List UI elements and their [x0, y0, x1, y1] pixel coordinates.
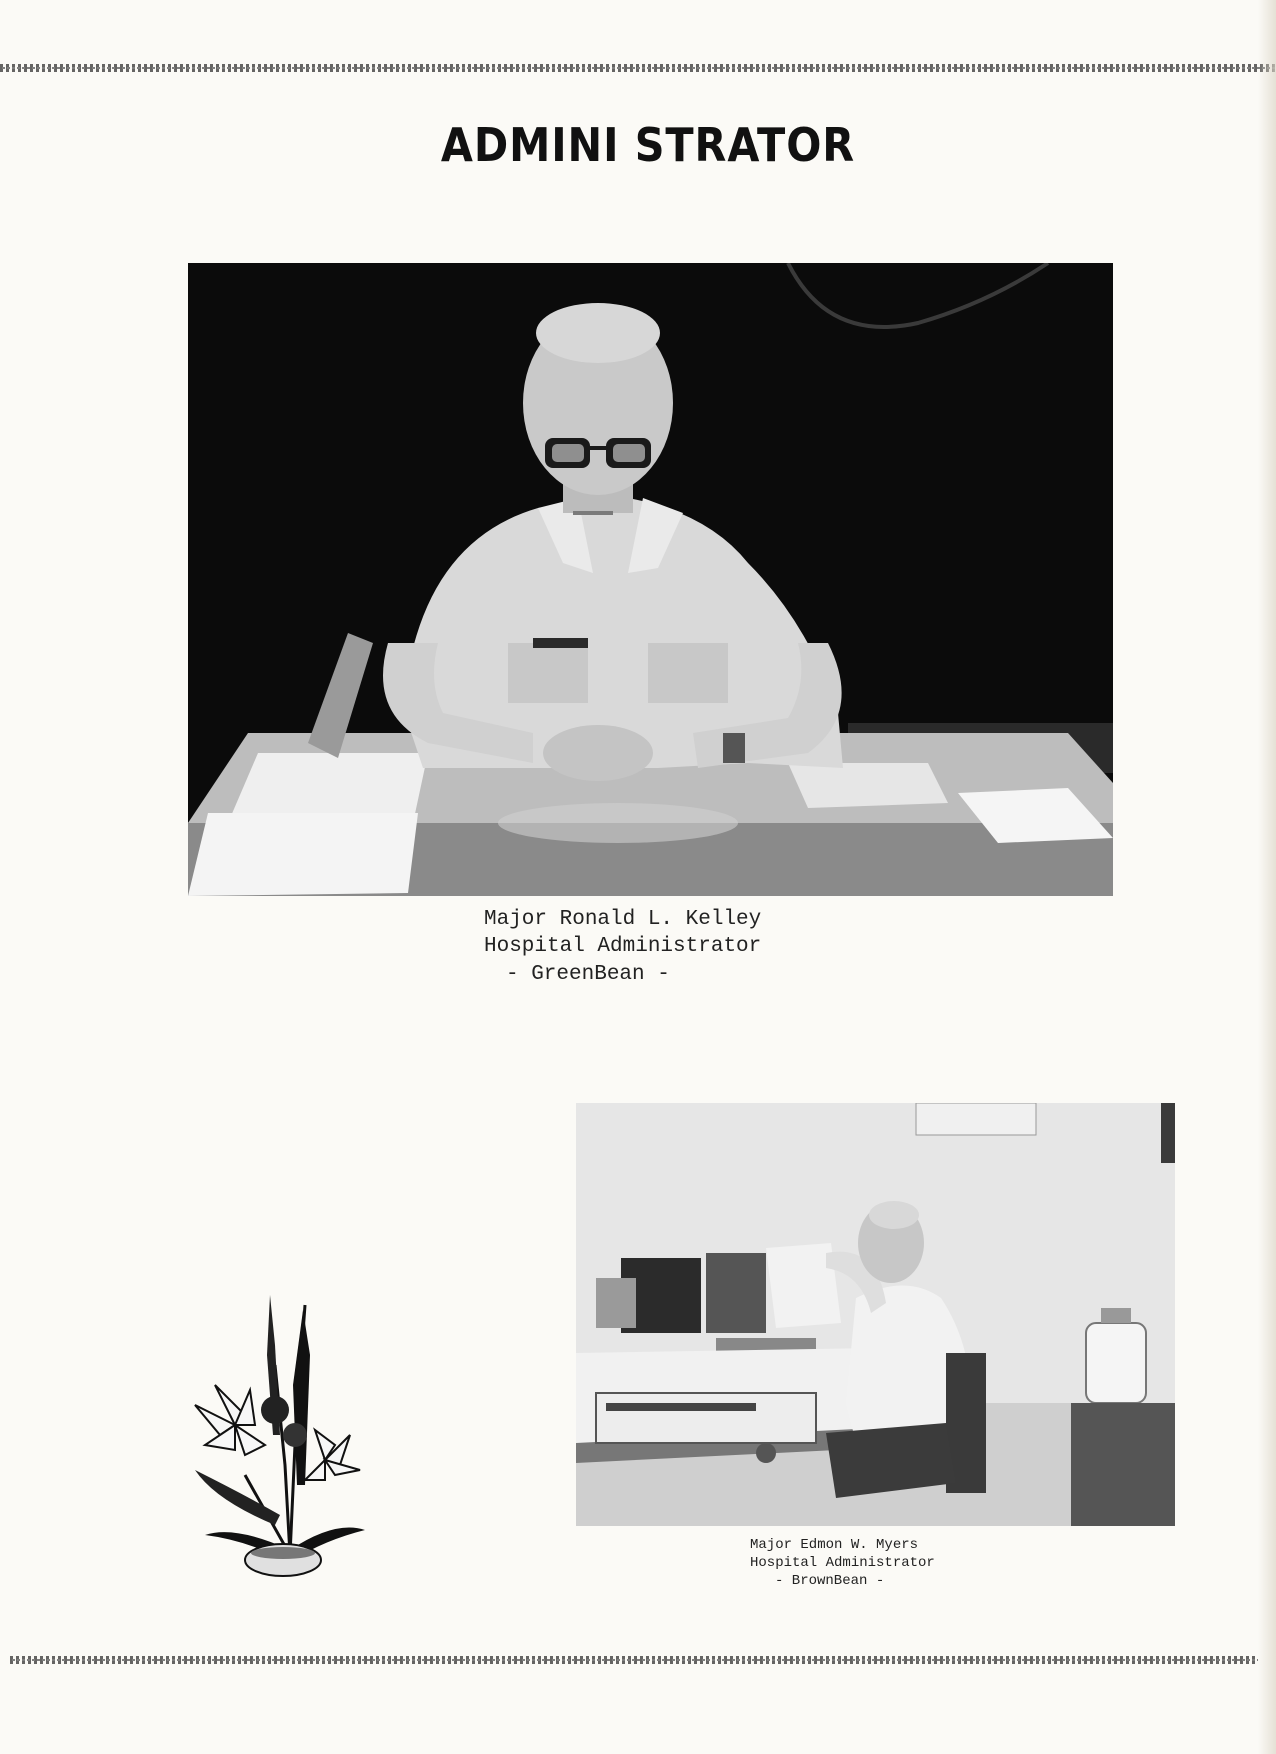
caption-name: Major Ronald L. Kelley [484, 908, 762, 931]
main-photo-caption [484, 906, 761, 988]
bottom-decorative-border [10, 1656, 1258, 1664]
caption-title: Hospital Administrator [750, 1555, 935, 1572]
caption-name: Major Edmon W. Myers [750, 1537, 919, 1553]
secondary-office-photo [576, 1103, 1175, 1526]
page-edge-shadow [1258, 0, 1276, 1754]
caption-nickname: - GreenBean - [506, 962, 670, 986]
office-photo-icon [576, 1103, 1175, 1526]
portrait-photo-icon [188, 263, 1113, 896]
page-title: ADMINI STRATOR [440, 118, 856, 172]
caption-title: Hospital Administrator [484, 935, 762, 959]
top-decorative-border [0, 64, 1276, 72]
caption-nickname: - BrownBean - [775, 1573, 885, 1590]
secondary-photo-caption [750, 1536, 935, 1591]
main-portrait-photo [188, 263, 1113, 896]
flower-arrangement-icon [175, 1285, 375, 1585]
